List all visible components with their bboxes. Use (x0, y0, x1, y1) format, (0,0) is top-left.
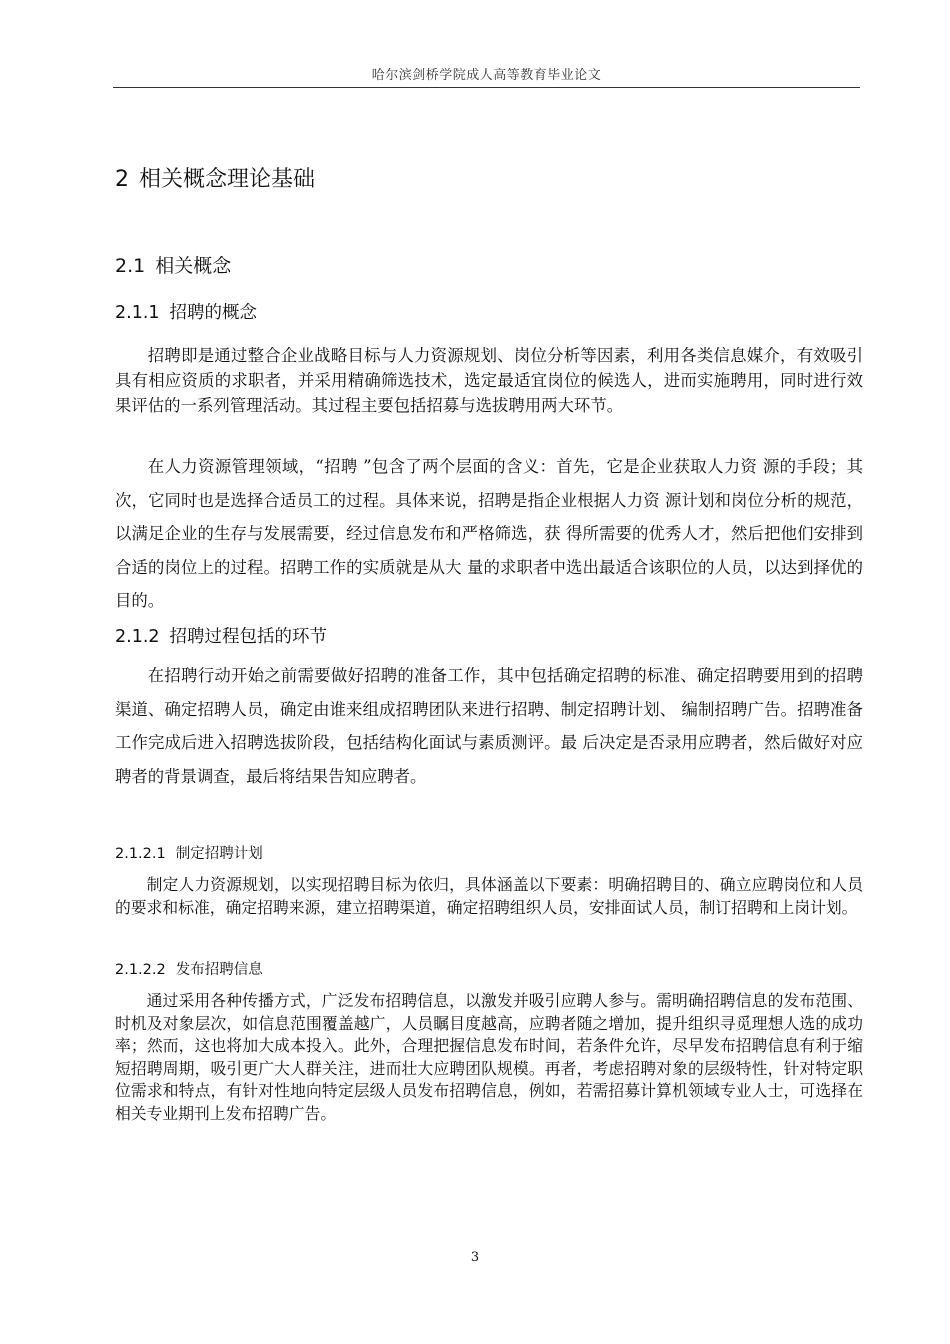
section-heading-2-1-2-1 (115, 842, 263, 863)
paragraph-recruitment-definition: 招聘即是通过整合企业战略目标与人力资源规划、岗位分析等因素，利用各类信息媒介，有效吸引具有相应资质的求职者，并采用精确筛选技术，选定最适宜岗位的候选人，进而实施聘用，同时进行效果评估的一系列管理活动。其过程主要包括招募与选拔聘用两大环节。 (115, 346, 863, 415)
running-header: 哈尔滨剑桥学院成人高等教育毕业论文 (371, 68, 602, 83)
section-title: 相关概念 (155, 255, 232, 277)
section-title: 招聘过程包括的环节 (169, 627, 328, 647)
section-number: 2.1 (115, 255, 146, 277)
section-number: 2.1.2.2 (115, 962, 166, 978)
section-title: 制定招聘计划 (175, 846, 263, 862)
chapter-number: 2 (115, 167, 129, 192)
paragraph-recruitment-process: 在招聘行动开始之前需要做好招聘的准备工作，其中包括确定招聘的标准、确定招聘要用到的招聘渠道、确定招聘人员，确定由谁来组成招聘团队来进行招聘、制定招聘计划、 编制招聘广告。招聘准备工作完成后进入招聘选拔阶段，包括结构化面试与素质测评。最 后决定是否录用应聘者，然后做好对应聘者的背景调查，最后将结果告知应聘者。 (115, 666, 863, 786)
section-heading-2-1-1 (115, 299, 257, 324)
paragraph-publish-info: 通过采用各种传播方式，广泛发布招聘信息，以激发并吸引应聘人参与。需明确招聘信息的发布范围、时机及对象层次，如信息范围覆盖越广，人员瞩目度越高，应聘者随之增加，提升组织寻觅理想人选的成功率；然而，这也将加大成本投入。此外，合理把握信息发布时间，若条件允许，尽早发布招聘信息有利于缩短招聘周期，吸引更广大人群关注，进而壮大应聘团队规模。再者，考虑招聘对象的层级特性，针对特定职位需求和特点，有针对性地向特定层级人员发布招聘信息，例如，若需招募计算机领域专业人士，可选择在相关专业期刊上发布招聘广告。 (115, 991, 863, 1123)
page-number: 3 (470, 1250, 480, 1265)
header-divider (113, 87, 860, 88)
section-title: 发布招聘信息 (175, 962, 263, 978)
paragraph-recruitment-plan: 制定人力资源规划，以实现招聘目标为依归，具体涵盖以下要素：明确招聘目的、确立应聘岗位和人员的要求和标准，确定招聘来源，建立招聘渠道，确定招聘组织人员，安排面试人员，制订招聘和上岗计划。 (115, 875, 863, 917)
section-heading-2-1-2-2 (115, 958, 263, 979)
section-number: 2.1.2 (115, 627, 160, 647)
section-number: 2.1.2.1 (115, 846, 166, 862)
paragraph-recruitment-meaning: 在人力资源管理领域，“招聘 ”包含了两个层面的含义：首先，它是企业获取人力资 源的手段；其次，它同时也是选择合适员工的过程。具体来说，招聘是指企业根据人力资 源计划和岗位分析的规范，以满足企业的生存与发展需要，经过信息发布和严格筛选，获 得所需要的优秀人才，然后把他们安排到合适的岗位上的过程。招聘工作的实质就是从大 量的求职者中选出最适合该职位的人员，以达到择优的目的。 (115, 457, 863, 610)
chapter-heading (115, 162, 315, 193)
section-number: 2.1.1 (115, 303, 160, 323)
section-heading-2-1-2 (115, 623, 327, 648)
chapter-title: 相关概念理论基础 (139, 167, 316, 192)
section-heading-2-1 (115, 251, 231, 278)
section-title: 招聘的概念 (169, 303, 258, 323)
